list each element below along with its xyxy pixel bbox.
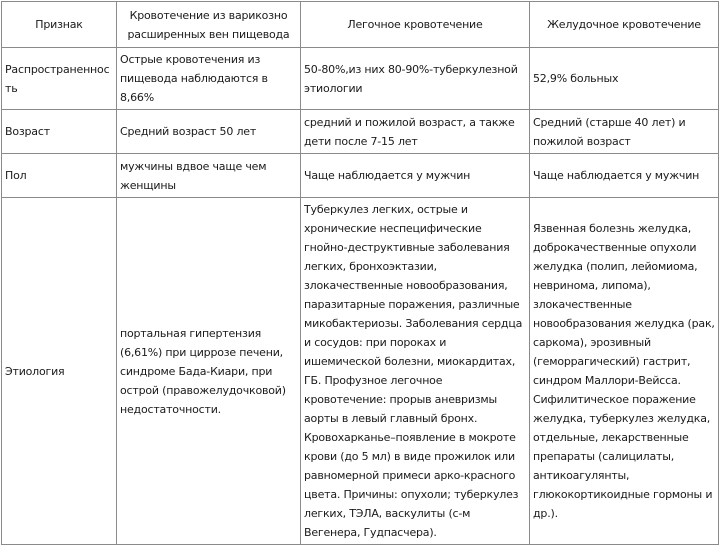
header-feature: Признак bbox=[2, 2, 117, 48]
sex-variceal: мужчины вдвое чаще чем женщины bbox=[117, 154, 301, 198]
prevalence-gastric: 52,9% больных bbox=[530, 48, 719, 110]
row-prevalence bbox=[2, 48, 719, 110]
prevalence-pulmonary: 50-80%,из них 80-90%-туберкулезной этиологии bbox=[301, 48, 530, 110]
etiology-gastric: Язвенная болезнь желудка, доброкачественные опухоли желудка (полип, лейомиома, невринома, липома), злокачественные новообразования желудка (рак, саркома), эрозивный (геморрагический) гастрит, синдром Маллори-Вейсса. Сифилитическое поражение желудка, туберкулез желудка, отдельные, лекарственные препараты (салицилаты, антикоагулянты, глюкокортикоидные гормоны и др.). bbox=[530, 198, 719, 545]
sex-gastric: Чаще наблюдается у мужчин bbox=[530, 154, 719, 198]
prevalence-variceal: Острые кровотечения из пищевода наблюдаются в 8,66% bbox=[117, 48, 301, 110]
comparison-table bbox=[1, 1, 719, 545]
header-pulmonary-bleeding: Легочное кровотечение bbox=[301, 2, 530, 48]
row-sex bbox=[2, 154, 719, 198]
row-etiology bbox=[2, 198, 719, 545]
sex-label: Пол bbox=[2, 154, 117, 198]
sex-pulmonary: Чаще наблюдается у мужчин bbox=[301, 154, 530, 198]
etiology-variceal: портальная гипертензия (6,61%) при циррозе печени, синдроме Бада-Киари, при острой (правожелудочковой) недостаточности. bbox=[117, 198, 301, 545]
row-age bbox=[2, 110, 719, 154]
header-gastric-bleeding: Желудочное кровотечение bbox=[530, 2, 719, 48]
age-label: Возраст bbox=[2, 110, 117, 154]
age-variceal: Средний возраст 50 лет bbox=[117, 110, 301, 154]
header-variceal-bleeding: Кровотечение из варикозно расширенных вен пищевода bbox=[117, 2, 301, 48]
etiology-label: Этиология bbox=[2, 198, 117, 545]
age-pulmonary: средний и пожилой возраст, а также дети после 7-15 лет bbox=[301, 110, 530, 154]
header-row bbox=[2, 2, 719, 48]
prevalence-label: Распространенность bbox=[2, 48, 117, 110]
age-gastric: Средний (старше 40 лет) и пожилой возраст bbox=[530, 110, 719, 154]
etiology-pulmonary: Туберкулез легких, острые и хронические неспецифические гнойно-деструктивные заболевания легких, бронхоэктазии, злокачественные новообразования, паразитарные поражения, различные микобактериозы. Заболевания сердца и сосудов: при пороках и ишемической болезни, миокардитах, ГБ. Профузное легочное кровотечение: прорыв аневризмы аорты в левый главный бронх. Кровохарканье–появление в мокроте крови (до 5 мл) в виде прожилок или равномерной примеси арко-красного цвета. Причины: опухоли; туберкулез легких, ТЭЛА, васкулиты (с-м Вегенера, Гудпасчера). bbox=[301, 198, 530, 545]
